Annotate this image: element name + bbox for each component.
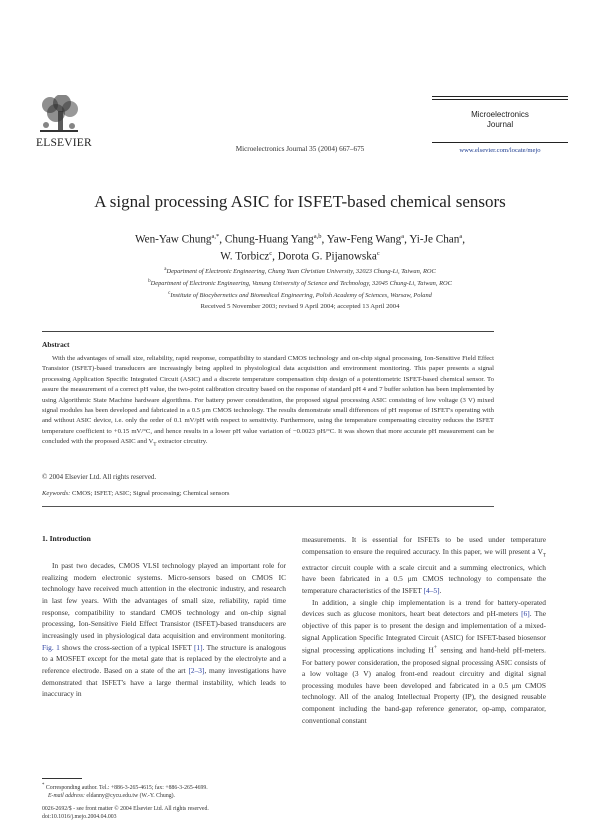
abstract-heading: Abstract <box>42 340 70 349</box>
body-text: , many investigations have demonstrated that ISFET's have a large thermal instability, which leads to inaccuracy in <box>42 665 286 699</box>
journal-name <box>432 110 568 130</box>
affiliations <box>40 265 560 301</box>
author-affil-marker: a <box>459 233 463 240</box>
body-text: In addition, a single chip implementation is a trend for battery-operated devices such as glucose monitors, heart beat detectors and pH-meters <box>302 597 546 619</box>
received-dates: Received 5 November 2003; revised 9 April 2004; accepted 13 April 2004 <box>200 303 400 310</box>
keywords-label: Keywords: <box>42 490 71 497</box>
keywords <box>42 490 230 497</box>
subscript: T <box>542 553 546 559</box>
publisher-name: ELSEVIER <box>36 137 92 149</box>
journal-name-line1: Microelectronics <box>471 110 529 119</box>
abstract-text: With the advantages of small size, reliability, rapid response, compatibility to standard CMOS technology and on-chip signal processing, Ion-Sensitive Field Effect Transistor (ISFET)-based transducers are increasingly being applied in physiological data acquisition and environment monitoring. This paper presents a signal processing Application Specific Integrated Circuit (ASIC) and a discrete temperature compensation chip design of a potentiometric ISFET-based chemical sensor. To assure the measurement of a correct pH value, the two-point calibration circuitry based on the response of standard pH 4 and 7 buffer solution has been implemented by using Algorithmic State Machine hardware algorithms. For battery power consideration, the proposed signal processing ASIC consisting of low voltage (3 V) mixed signal modules has been developed and fabricated in a 0.5 μm CMOS technology. The results demonstrate small differences of pH response of ISFET's operating with and without ASIC device, i.e. only the order of 0.1 mV/pH with respect to sensitivity. Furthermore, using the temperature compensating circuitry reduces the ISFET temperature coefficient to +0.15 mV/°C, and hence results in a lower pH value variation of −0.0023 pH/°C. It was shown that more accurate pH measurement can be concluded with the proposed ASIC and V <box>42 355 494 446</box>
affiliation <box>40 277 560 289</box>
author-affil-marker: c <box>376 249 380 257</box>
author: Wen-Yaw Chung <box>134 233 212 246</box>
affil-marker: a <box>164 267 167 272</box>
body-column-left <box>42 560 286 700</box>
body-text: . The structure is analogous to a MOSFET except for the metal gate that is replaced by the electrolyte and a reference electrode. Based on a state of the art <box>42 642 287 675</box>
journal-name-line2: Journal <box>486 120 514 129</box>
body-text: In past two decades, CMOS VLSI technology played an important role for realizing modern electronic systems. Micro-sensors based on CMOS IC technology have received much attention in the electronic industry, and research in last few years. With the advantages of small size, reliability, rapid time response, compatibility to standard CMOS technology and on-chip signal processing, Ion-Sensitive Field Effect Transistor (ISFET)-based transducers are increasingly used in physiological data acquisition and environment monitoring. <box>42 561 286 640</box>
separator: , <box>272 250 278 263</box>
abstract-top-rule <box>42 331 494 332</box>
body-text: . <box>439 586 442 596</box>
affiliation <box>40 265 560 277</box>
affiliation <box>40 289 560 301</box>
elsevier-tree-logo-icon <box>36 95 82 135</box>
body-column-right <box>302 534 546 726</box>
footnote-rule <box>42 778 82 779</box>
affil-text: Department of Electronic Engineering, Chung Yuan Christian University, 32023 Chung-Li, Taiwan, ROC <box>166 268 436 276</box>
masthead-rule <box>432 99 568 100</box>
body-text: . The objective of this paper is to present the design and implementation of a mixed-signal Application Specific Integrated Circuit (ASIC) for ISFET-based biosensor signal processing applications including H <box>302 609 546 655</box>
author-affil-marker: a,b <box>313 233 322 240</box>
affil-marker: b <box>148 279 151 285</box>
abstract-bottom-rule <box>42 506 494 507</box>
journal-url-link[interactable]: www.elsevier.com/locate/mejo <box>459 147 541 154</box>
email-address: eldanny@cycu.edu.tw (W.-Y. Chung). <box>84 792 176 799</box>
footnote-marker: * <box>42 783 45 788</box>
author-affil-marker: a,* <box>211 233 220 240</box>
separator: , <box>462 233 466 246</box>
affil-text: Institute of Biocybernetics and Biomedical Engineering, Polish Academy of Sciences, Warsaw, Poland <box>170 292 432 300</box>
author-affil-marker: c <box>269 249 273 257</box>
figure-link[interactable]: Fig. 1 <box>42 642 60 652</box>
separator: , <box>219 233 225 246</box>
issn-doi <box>42 805 302 821</box>
footnote-text: Corresponding author. Tel.: +886-3-265-4615; fax: +886-3-265-4699. <box>44 784 208 791</box>
abstract-copyright: © 2004 Elsevier Ltd. All rights reserved. <box>42 473 157 481</box>
author: Yaw-Feng Wang <box>326 233 402 246</box>
email-label: E-mail address: <box>48 792 85 799</box>
superscript: + <box>433 645 438 652</box>
section-heading-introduction: 1. Introduction <box>42 534 91 543</box>
author: Chung-Huang Yang <box>224 233 314 246</box>
abstract-text: extractor circuitry. <box>156 438 208 446</box>
affil-marker: c <box>168 291 171 297</box>
citation-link[interactable]: [4–5] <box>423 586 440 596</box>
body-text: measurements. It is essential for ISFETs to be used under temperature compensation to ensure the required accuracy. In this paper, we will present a V <box>302 535 546 556</box>
journal-citation: Microelectronics Journal 35 (2004) 667–675 <box>235 145 365 153</box>
doi-line: doi:10.1016/j.mejo.2004.04.003 <box>42 814 117 820</box>
keywords-list: CMOS; ISFET; ASIC; Signal processing; Chemical sensors <box>70 490 230 497</box>
citation-link[interactable]: [6] <box>521 609 530 619</box>
separator: , <box>321 233 327 246</box>
subscript: T <box>153 442 157 448</box>
issn-line: 0026-2692/$ - see front matter © 2004 Elsevier Ltd. All rights reserved. <box>42 806 209 812</box>
body-text: extractor circuit couple with a scale circuit and a summing electronics, which have been fabricated in a 0.5 μm CMOS technology to compensate the temperature characteristics of the ISFET <box>302 562 546 596</box>
author: W. Torbicz <box>220 250 270 263</box>
paper-title: A signal processing ASIC for ISFET-based chemical sensors <box>94 192 506 211</box>
author: Yi-Je Chan <box>409 233 460 246</box>
body-text: shows the cross-section of a typical ISFET <box>59 642 194 652</box>
abstract-body <box>42 354 494 451</box>
author-list <box>60 230 540 263</box>
author-affil-marker: a <box>401 233 405 240</box>
citation-link[interactable]: [2–3] <box>188 665 205 675</box>
corresponding-author-footnote <box>42 782 292 800</box>
separator: , <box>404 233 410 246</box>
masthead-rule <box>432 96 568 97</box>
masthead-rule <box>432 142 568 143</box>
citation-link[interactable]: [1] <box>193 642 203 652</box>
author: Dorota G. Pijanowska <box>277 250 377 263</box>
affil-text: Department of Electronic Engineering, Vanung University of Science and Technology, 32045 Chung-Li, Taiwan, ROC <box>150 280 452 288</box>
body-text: sensing and hand-held pH-meters. For battery power consideration, the proposed signal processing ASIC consists of a low voltage (3 V) analog front-end readout circuitry and digital signal processing modules have been developed and fabricated in a 0.5 μm CMOS technology. All of the analog Intellectual Property (IP), the designed reusable component including the band-gap reference generator, op-amp, comparator, conventional constant <box>302 645 546 725</box>
journal-masthead <box>432 96 568 154</box>
